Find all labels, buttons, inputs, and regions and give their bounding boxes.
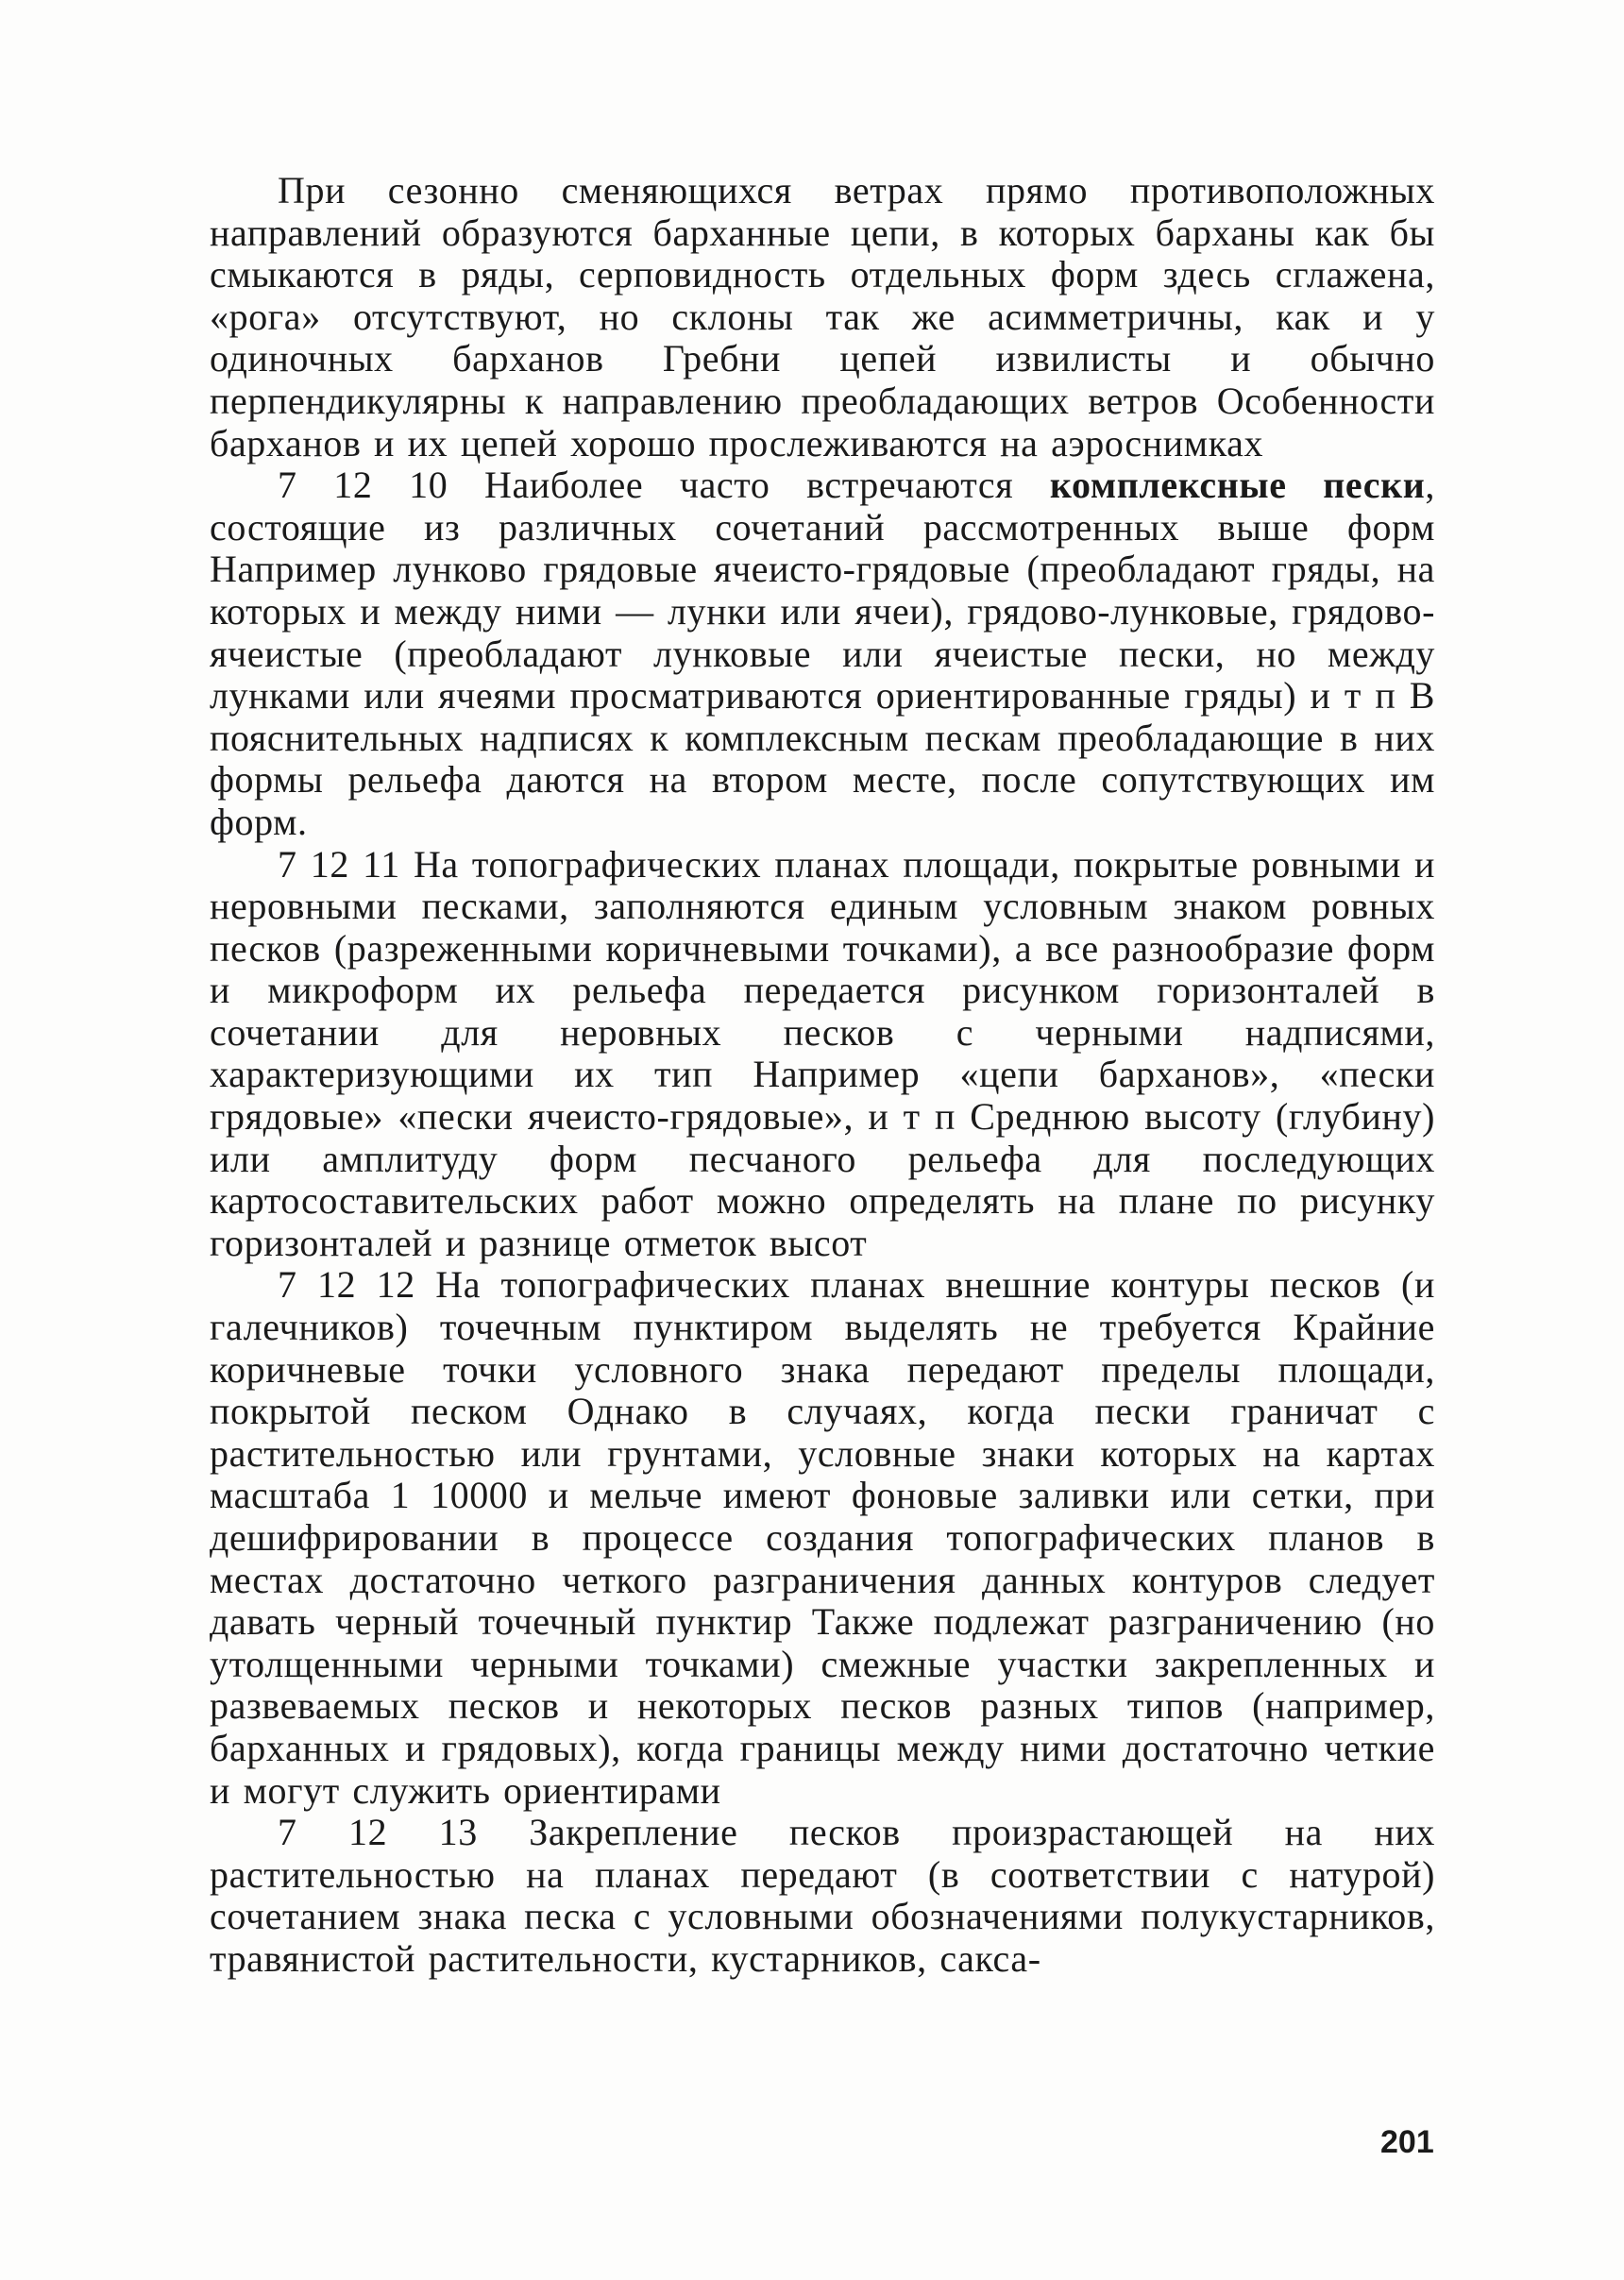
paragraph-7-12-12 — [210, 1264, 1435, 1812]
paragraph-text: Наиболее часто встречаются — [484, 464, 1014, 507]
paragraph-text: На топографических планах внешние контуры песков (и галечников) точечным пунктиром выделять не требуется Крайние коричневые точки условного знака передают пределы площади, покрытой песком Однако в случаях, когда пески граничат с растительностью или грунтами, условные знаки которых на картах масштаба 1 10000 и мельче имеют фоновые заливки или сетки, при дешифрировании в процессе создания топографических планов в местах достаточно четкого разграничения данных контуров следует давать черный точечный пунктир Также подлежат разграничению (но утолщенными черными точками) смежные участки закрепленных и развеваемых песков и некоторых песков разных типов (например, барханных и грядовых), когда границы между ними достаточно четкие и могут служить ориентирами — [210, 1263, 1435, 1812]
section-number: 7 12 12 — [278, 1263, 415, 1307]
paragraph-7-12-11 — [210, 844, 1435, 1265]
paragraph-7-12-13 — [210, 1812, 1435, 1980]
bold-term: комплексные пески — [1049, 464, 1426, 507]
section-number: 7 12 13 — [278, 1811, 478, 1854]
paragraph-text: Закрепление песков произрастающей на них растительностью на планах передают (в соответствии с натурой) сочетанием знака песка с условными обозначениями полукустарников, травянистой растительности, кустарников, сакса- — [210, 1811, 1436, 1980]
paragraph-text: При сезонно сменяющихся ветрах прямо противоположных направлений образуются барханные цепи, в которых барханы как бы смыкаются в ряды, серповидность отдельных форм здесь сглажена, «рога» отсутствуют, но склоны так же асимметричны, как и у одиночных барханов Гребни цепей извилисты и обычно перпендикулярны к направлению преобладающих ветров Особенности барханов и их цепей хорошо прослеживаются на аэроснимках — [210, 169, 1435, 464]
section-number: 7 12 11 — [278, 842, 400, 886]
section-number: 7 12 10 — [278, 464, 448, 507]
paragraph-7-12-10 — [210, 464, 1435, 843]
page-number: 201 — [1380, 2124, 1434, 2160]
paragraph-text: На топографических планах площади, покрытые ровными и неровными песками, заполняются единым условным знаком ровных песков (разреженными коричневыми точками), а все разнообразие форм и микроформ их рельефа передается рисунком горизонталей в сочетании для неровных песков с черными надписями, характеризующими их тип Например «цепи барханов», «пески грядовые» «пески ячеисто-грядовые», и т п Среднюю высоту (глубину) или амплитуду форм песчаного рельефа для последующих картосоставительских работ можно определять на плане по рисунку горизонталей и разнице отметок высот — [210, 842, 1435, 1264]
paragraph-text: , состоящие из различных сочетаний рассмотренных выше форм Например лунково грядовые ячеисто-грядовые (преобладают гряды, на которых и между ними — лунки или ячеи), грядово-лунковые, грядово-ячеистые (преобладают лунковые или ячеистые пески, но между лунками или ячеями просматриваются ориентированные гряды) и т п В пояснительных надписях к комплексным пескам преобладающие в них формы рельефа даются на втором месте, после сопутствующих им форм. — [210, 464, 1435, 843]
body-text — [210, 170, 1435, 1981]
paragraph — [210, 170, 1435, 464]
